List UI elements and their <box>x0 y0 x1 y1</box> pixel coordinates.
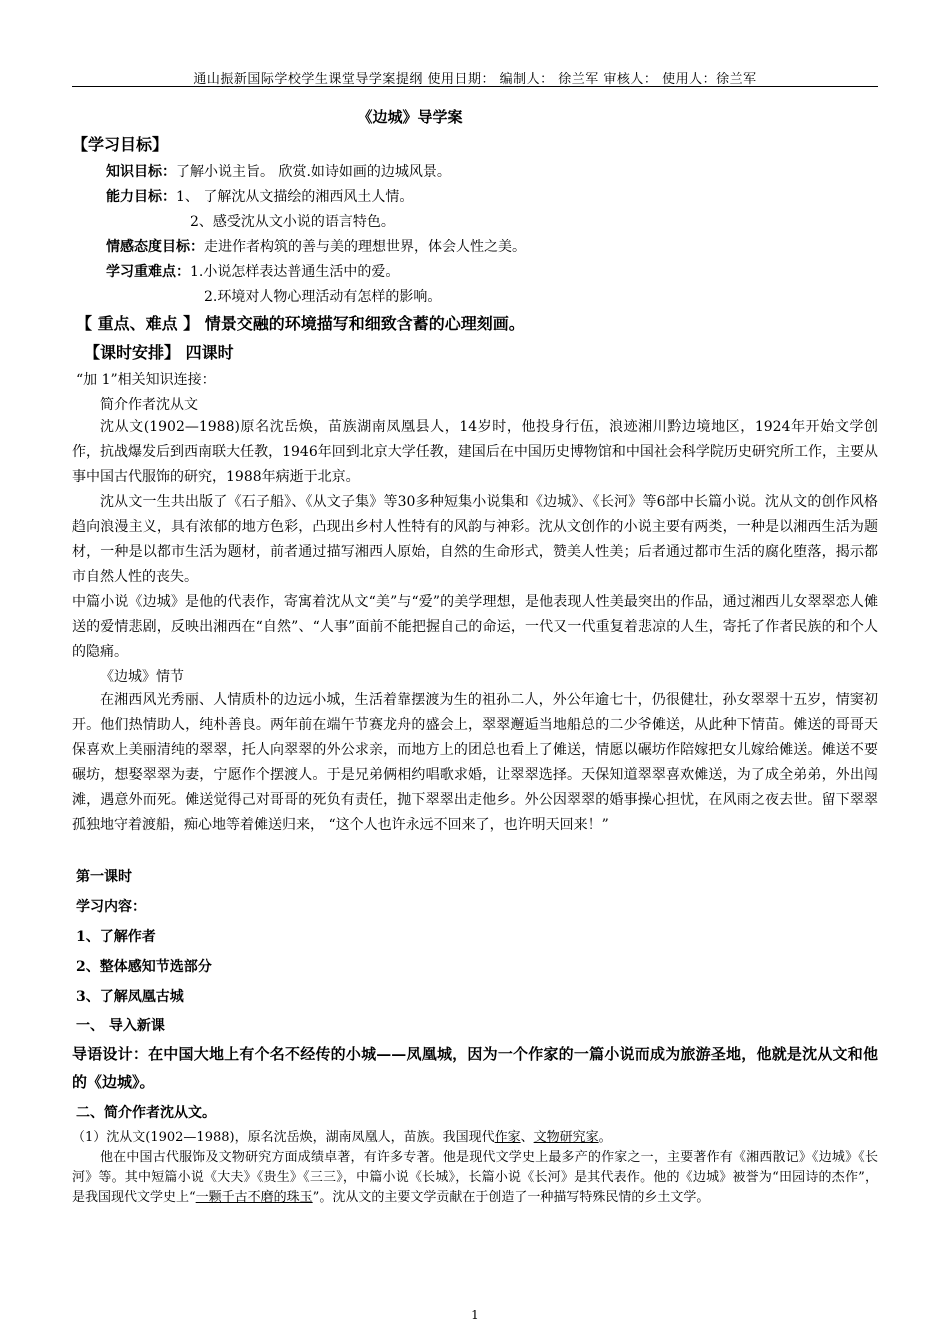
ability-text-1: 1、 了解沈从文描绘的湘西风土人情。 <box>176 189 414 205</box>
knowledge-label: 知识目标： <box>106 164 176 180</box>
emotion-objective <box>106 236 526 256</box>
bio-paragraph-2 <box>72 1148 878 1208</box>
difficulty-text-2: 2.环境对人物心理活动有怎样的影响。 <box>204 289 442 305</box>
author-paragraph-3: 中篇小说《边城》是他的代表作，寄寓着沈从文“美”与“爱”的美学理想，是他表现人性美最突出的作品，通过湘西儿女翠翠恋人傩送的爱情悲剧，反映出湘西在“自然”、“人事”面前不能把握自己的命运，一代又一代重复着悲凉的人生，寄托了作者民族的和个人的隐痛。 <box>72 594 878 660</box>
lesson-1-heading: 第一课时 <box>76 869 132 885</box>
author-paragraph-1: 沈从文(1902—1988)原名沈岳焕，苗族湖南凤凰县人，14岁时，他投身行伍，浪迹湘川黔边境地区，1924年开始文学创作，抗战爆发后到西南联大任教，1946年回到北京大学任教，建国后在中国历史博物馆和中国社会科学院历史研究所工作，主要从事中国古代服饰的研究，1988年病逝于北京。 <box>72 419 878 485</box>
intro-design: 导语设计：在中国大地上有个名不经传的小城——凤凰城，因为一个作家的一篇小说而成为旅游圣地，他就是沈从文和他的《边城》。 <box>72 1045 878 1091</box>
bio-2-pearl-phrase: 一颗千古不磨的珠玉 <box>195 1190 313 1205</box>
bio-1-text: （1）沈从文(1902—1988)，原名沈岳焕，湖南凤凰人，苗族。我国现代 <box>72 1130 495 1145</box>
key-points: 【 重点、难点 】 情景交融的环境描写和细致含蓄的心理刻画。 <box>76 314 525 333</box>
author-intro-heading: 简介作者沈从文 <box>100 397 198 413</box>
schedule: 【课时安排】 四课时 <box>84 343 234 362</box>
bio-paragraph-1 <box>72 1128 878 1148</box>
bio-1-researcher-link: 文物研究家 <box>533 1130 599 1145</box>
emotion-text: 走进作者构筑的善与美的理想世界，体会人性之美。 <box>204 239 526 255</box>
plus1-heading: “加 1”相关知识连接： <box>76 372 216 388</box>
bio-1-end: 。 <box>598 1130 612 1145</box>
ability-objective <box>106 186 413 206</box>
section-1-heading: 一、 导入新课 <box>76 1018 165 1034</box>
difficulty-objective <box>106 261 399 281</box>
page-header: 通山振新国际学校学生课堂导学案提纲 使用日期： 编制人： 徐兰军 审核人： 使用人：徐兰军 <box>193 72 757 87</box>
section-2-heading: 二、简介作者沈从文。 <box>76 1105 216 1121</box>
difficulty-text-1: 1.小说怎样表达普通生活中的爱。 <box>190 264 400 280</box>
bio-1-writer-link: 作家 <box>494 1130 521 1145</box>
content-item-1: 1、了解作者 <box>76 929 156 945</box>
objectives-heading: 【学习目标】 <box>72 135 169 154</box>
bio-1-separator: 、 <box>520 1130 534 1145</box>
content-heading: 学习内容： <box>76 899 146 915</box>
content-item-3: 3、了解凤凰古城 <box>76 989 184 1005</box>
bio-2-end: ”。沈从文的主要文学贡献在于创造了一种描写特殊民情的乡土文学。 <box>312 1190 710 1205</box>
emotion-label: 情感态度目标： <box>106 239 204 255</box>
content-item-2: 2、整体感知节选部分 <box>76 959 212 975</box>
ability-text-2: 2、感受沈从文小说的语言特色。 <box>190 214 395 230</box>
difficulty-label: 学习重难点： <box>106 264 190 280</box>
page-number: 1 <box>471 1308 479 1322</box>
plot-heading: 《边城》情节 <box>100 669 184 685</box>
header-rule <box>72 86 878 87</box>
plot-paragraph: 在湘西风光秀丽、人情质朴的边远小城，生活着靠摆渡为生的祖孙二人，外公年逾七十，仍很健壮，孙女翠翠十五岁，情窦初开。他们热情助人，纯朴善良。两年前在端午节赛龙舟的盛会上，翠翠邂逅当地船总的二少爷傩送，从此种下情苗。傩送的哥哥天保喜欢上美丽清纯的翠翠，托人向翠翠的外公求亲，而地方上的团总也看上了傩送，情愿以碾坊作陪嫁把女儿嫁给傩送。傩送不要碾坊，想娶翠翠为妻，宁愿作个摆渡人。于是兄弟俩相约唱歌求婚，让翠翠选择。天保知道翠翠喜欢傩送，为了成全弟弟，外出闯滩，遇意外而死。傩送觉得己对哥哥的死负有责任，抛下翠翠出走他乡。外公因翠翠的婚事操心担忧，在风雨之夜去世。留下翠翠孤独地守着渡船，痴心地等着傩送归来， “这个人也许永远不回来了，也许明天回来！” <box>72 692 878 833</box>
bio-2-text: 他在中国古代服饰及文物研究方面成绩卓著，有许多专著。他是现代文学史上最多产的作家之一，主要著作有《湘西散记》《边城》《长河》等。其中短篇小说《大夫》《贵生》《三三》，中篇小说《长城》，长篇小说《长河》是其代表作。他的《边城》被誉为“田园诗的杰作”，是我国现代文学史上“ <box>72 1150 878 1205</box>
document-title: 《边城》导学案 <box>357 108 463 126</box>
ability-label: 能力目标： <box>106 189 176 205</box>
knowledge-objective <box>106 161 451 181</box>
author-paragraph-2: 沈从文一生共出版了《石子船》、《从文子集》等30多种短集小说集和《边城》、《长河》等6部中长篇小说。沈从文的创作风格趋向浪漫主义，具有浓郁的地方色彩，凸现出乡村人性特有的风韵与神彩。沈从文创作的小说主要有两类，一种是以湘西生活为题材，一种是以都市生活为题材，前者通过描写湘西人原始，自然的生命形式，赞美人性美；后者通过都市生活的腐化堕落，揭示都市自然人性的丧失。 <box>72 494 878 585</box>
knowledge-text: 了解小说主旨。 欣赏.如诗如画的边城风景。 <box>176 164 451 180</box>
